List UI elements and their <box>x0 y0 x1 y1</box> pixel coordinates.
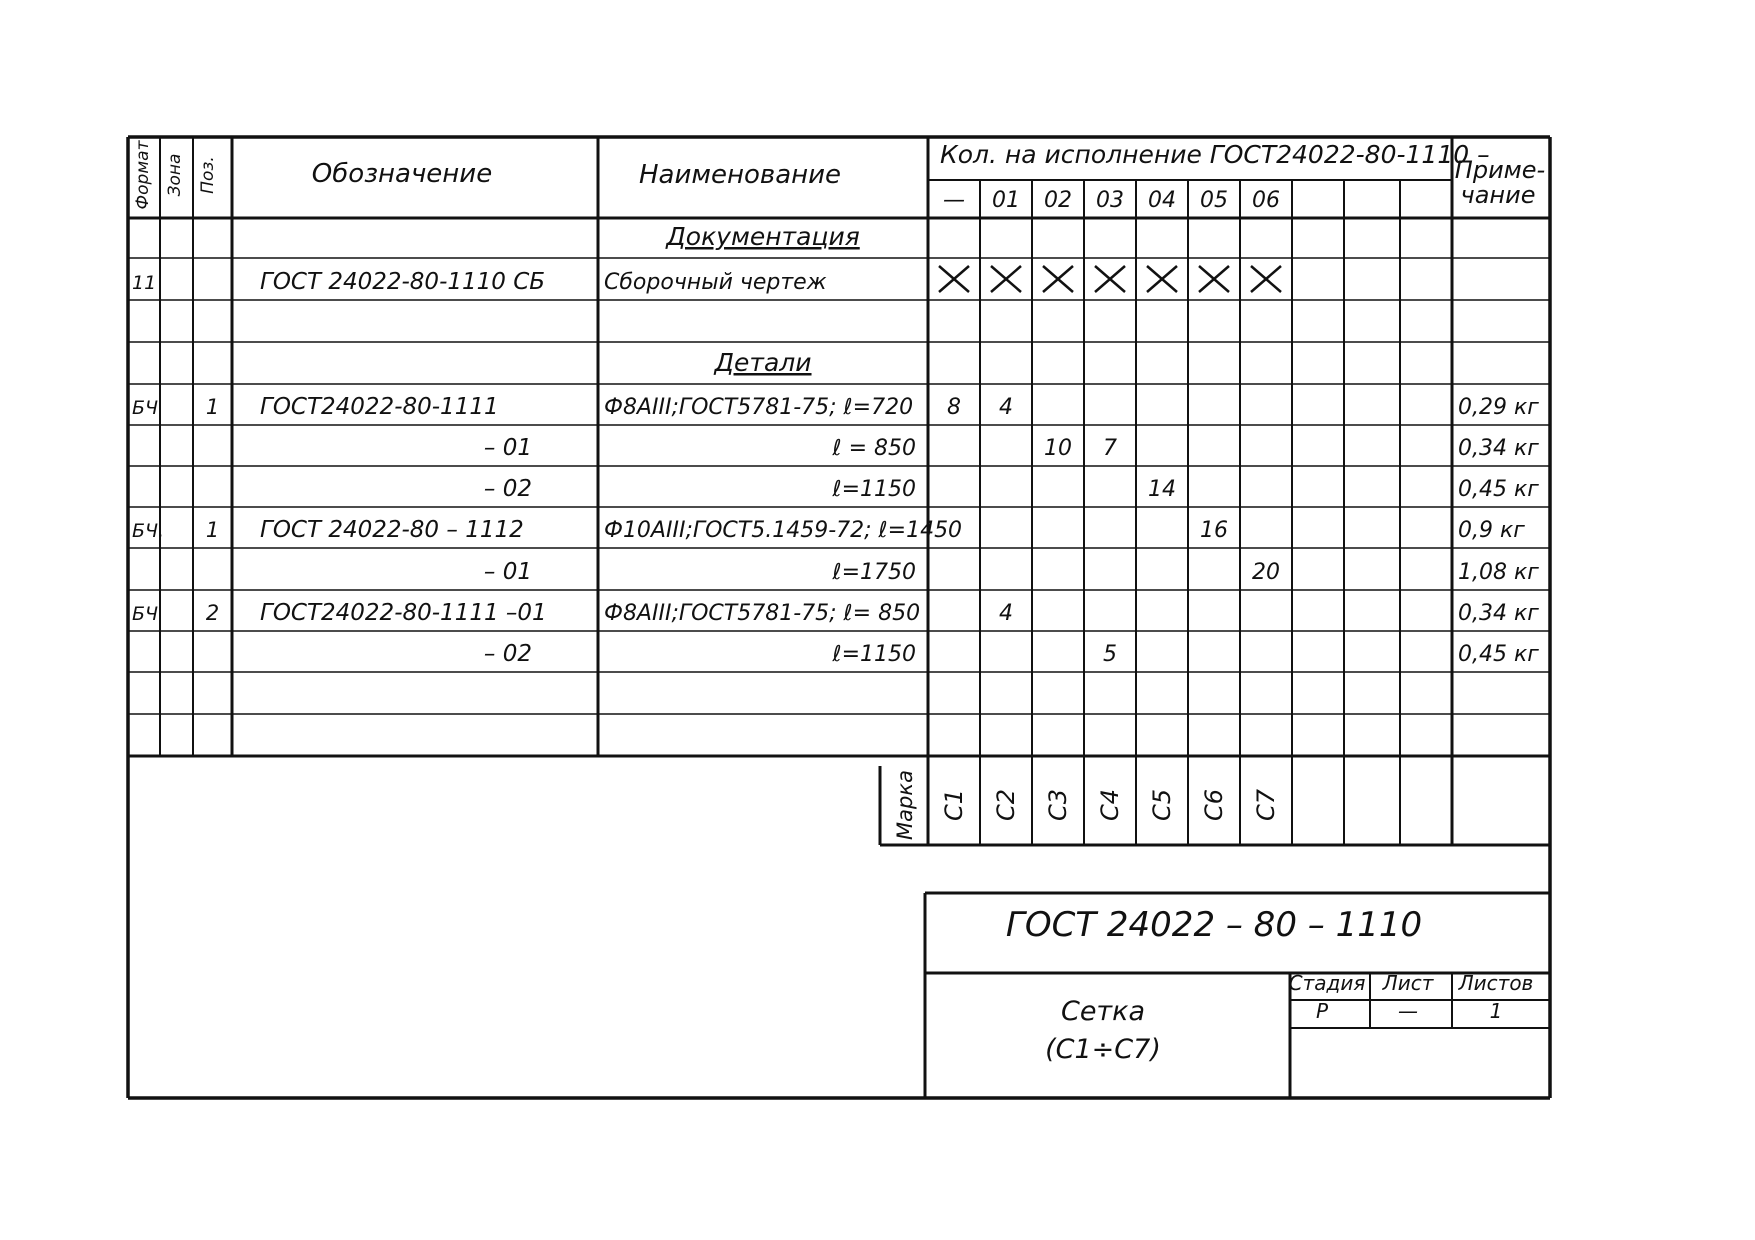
variant-header-0: — <box>943 188 965 213</box>
cross-mark <box>1199 266 1229 292</box>
section-title: Документация <box>666 222 860 251</box>
header-format: Формат <box>133 140 153 210</box>
row-note: 0,45 кг <box>1458 477 1539 502</box>
cross-mark <box>1043 266 1073 292</box>
row-name: ℓ=1150 <box>832 642 916 667</box>
cross-mark <box>1095 266 1125 292</box>
mark-value-1: С2 <box>992 788 1020 822</box>
marks-label: Марка <box>893 770 917 840</box>
variant-header-5: 05 <box>1200 188 1228 213</box>
row-name: ℓ=1750 <box>832 560 916 585</box>
mark-value-6: С7 <box>1252 788 1280 822</box>
stage-value: Р <box>1315 999 1329 1023</box>
row-position: 2 <box>205 601 220 625</box>
document-number: ГОСТ 24022 – 80 – 1110 <box>1005 905 1423 945</box>
sheet-value: — <box>1398 999 1418 1023</box>
row-position: 1 <box>205 395 220 419</box>
row-designation: ГОСТ 24022-80-1110 СБ <box>260 269 546 295</box>
row-quantity: 5 <box>1103 642 1117 667</box>
variant-header-4: 04 <box>1148 188 1176 213</box>
header-quantity-title: Кол. на исполнение ГОСТ24022-80-1110 – <box>940 140 1490 169</box>
variant-headers <box>943 188 1280 213</box>
row-position: 1 <box>205 518 220 542</box>
header-name: Наименование <box>638 160 842 190</box>
row-quantity: 10 <box>1044 436 1072 461</box>
cross-mark <box>1147 266 1177 292</box>
row-designation: ГОСТ24022-80-1111 –01 <box>260 600 547 626</box>
row-designation: – 02 <box>483 641 532 667</box>
row-note: 0,45 кг <box>1458 642 1539 667</box>
row-name: Ф10АIII;ГОСТ5.1459-72; ℓ=1450 <box>604 518 963 543</box>
row-note: 0,34 кг <box>1458 601 1539 626</box>
header-designation: Обозначение <box>311 159 493 189</box>
row-note: 0,29 кг <box>1458 395 1539 420</box>
row-name: Ф8АIII;ГОСТ5781-75; ℓ=720 <box>604 395 914 420</box>
document-name-line2: (С1÷С7) <box>1045 1034 1161 1065</box>
row-note: 0,9 кг <box>1458 518 1525 543</box>
row-format: БЧ. <box>132 520 165 542</box>
cross-mark <box>991 266 1021 292</box>
row-designation: ГОСТ24022-80-1111 <box>260 394 499 420</box>
variant-header-6: 06 <box>1252 188 1280 213</box>
stage-label: Стадия <box>1288 971 1366 995</box>
row-quantity: 8 <box>947 395 961 420</box>
header-position: Поз. <box>198 156 218 194</box>
row-quantity: 7 <box>1103 436 1117 461</box>
document-name-line1: Сетка <box>1060 996 1146 1027</box>
section-title: Детали <box>714 348 812 377</box>
row-quantity: 16 <box>1200 518 1228 543</box>
header-zone: Зона <box>165 153 185 197</box>
row-name: ℓ = 850 <box>832 436 916 461</box>
variant-header-3: 03 <box>1096 188 1124 213</box>
mark-value-4: С5 <box>1148 788 1176 822</box>
cross-mark <box>939 266 969 292</box>
row-note: 1,08 кг <box>1458 560 1539 585</box>
row-format: БЧ <box>132 397 159 419</box>
sheets-value: 1 <box>1489 999 1503 1023</box>
cross-mark <box>1251 266 1281 292</box>
mark-value-2: С3 <box>1044 788 1072 822</box>
row-designation: – 02 <box>483 476 532 502</box>
row-quantity: 4 <box>999 395 1013 420</box>
row-note: 0,34 кг <box>1458 436 1539 461</box>
header-note-line1: Приме- <box>1454 156 1546 184</box>
row-quantity: 20 <box>1252 560 1280 585</box>
marks-values <box>940 788 1280 821</box>
row-quantity: 4 <box>999 601 1013 626</box>
variant-header-1: 01 <box>992 188 1020 213</box>
mark-value-3: С4 <box>1096 788 1124 822</box>
row-name: ℓ=1150 <box>832 477 916 502</box>
table-rows <box>132 222 1539 667</box>
mark-value-0: С1 <box>940 788 968 822</box>
row-designation: – 01 <box>483 559 532 585</box>
row-name: Ф8АIII;ГОСТ5781-75; ℓ= 850 <box>604 601 921 626</box>
sheets-label: Листов <box>1458 971 1534 995</box>
row-designation: – 01 <box>483 435 532 461</box>
header-note-line2: чание <box>1460 181 1536 209</box>
sheet-label: Лист <box>1382 971 1434 995</box>
row-format: 11 <box>132 272 157 294</box>
row-designation: ГОСТ 24022-80 – 1112 <box>260 517 524 543</box>
row-name: Сборочный чертеж <box>604 270 827 295</box>
mark-value-5: С6 <box>1200 788 1228 822</box>
row-format: БЧ <box>132 603 159 625</box>
variant-header-2: 02 <box>1044 188 1072 213</box>
row-quantity: 14 <box>1148 477 1176 502</box>
